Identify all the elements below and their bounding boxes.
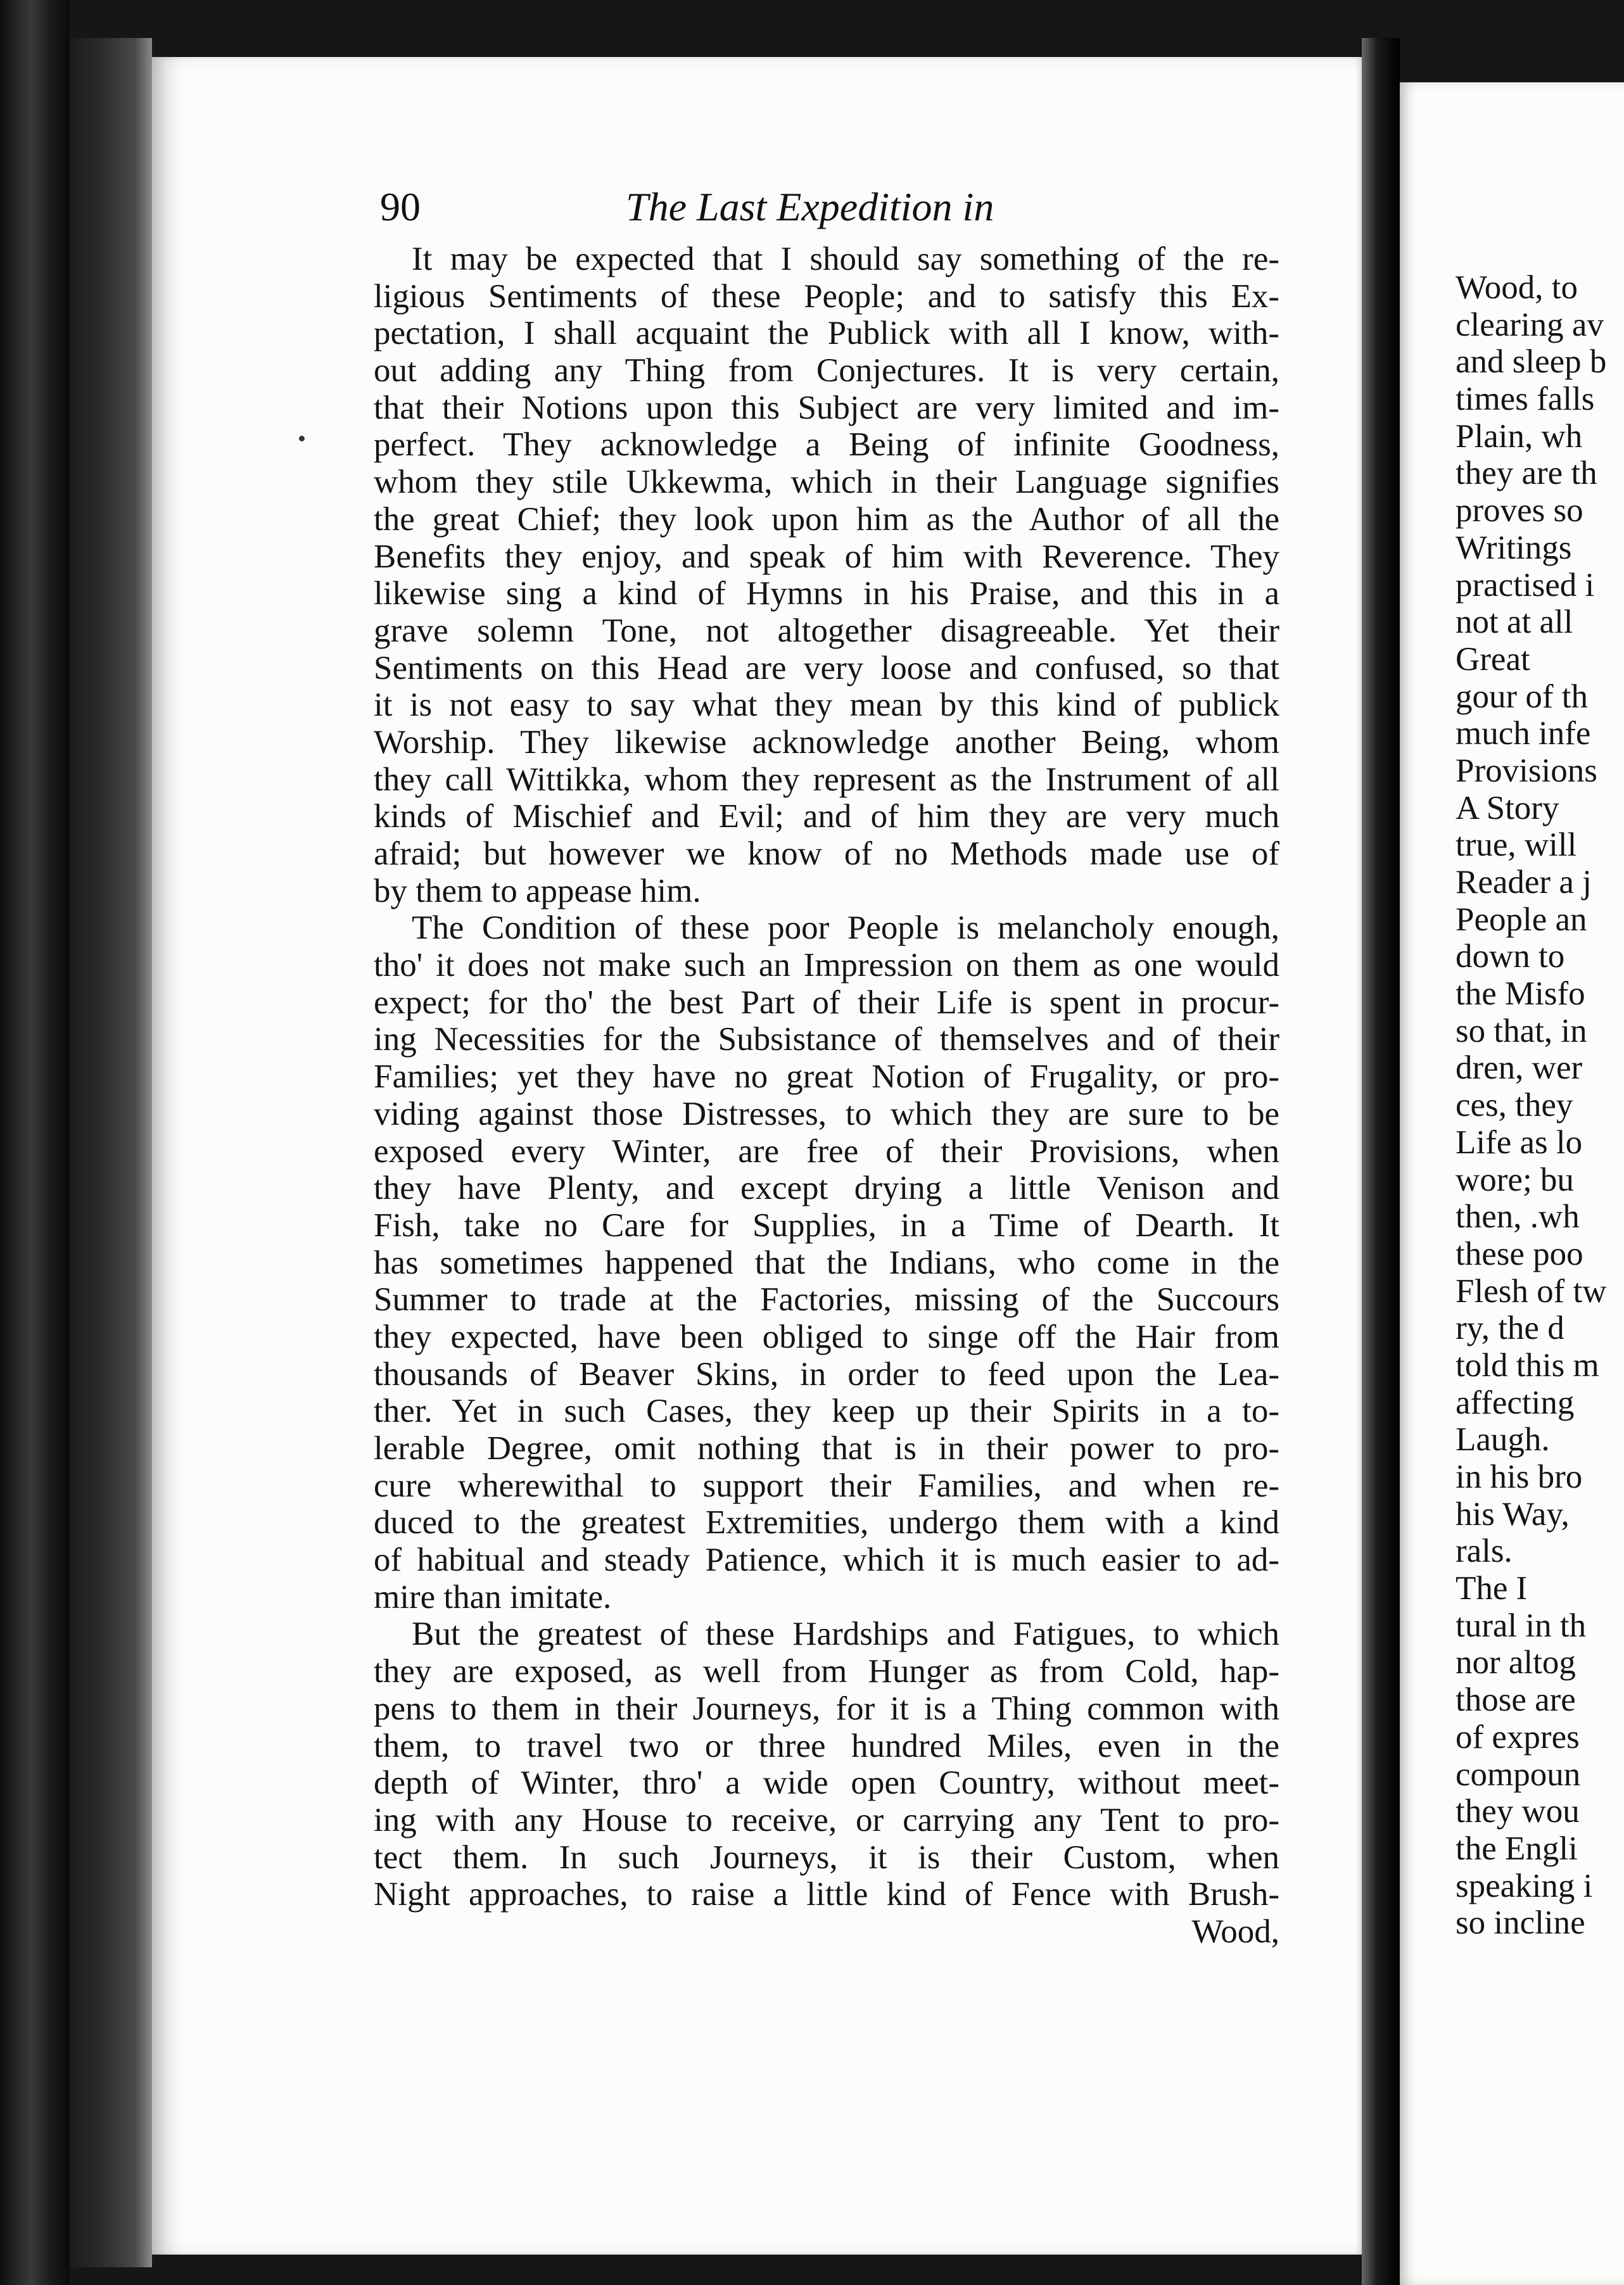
right-page-fragment: proves so <box>1456 492 1583 529</box>
right-page-fragment: affecting <box>1456 1384 1575 1421</box>
text-line: afraid; but however we know of no Methods made use of <box>374 835 1279 872</box>
text-line: lerable Degree, omit nothing that is in their power to pro- <box>374 1430 1279 1467</box>
text-line: Families; yet they have no great Notion of Frugality, or pro- <box>374 1058 1279 1096</box>
text-line: ing Necessities for the Subsistance of themselves and of their <box>374 1021 1279 1058</box>
right-page-fragment: they are th <box>1456 455 1597 492</box>
right-page-fragment: compoun <box>1456 1756 1581 1793</box>
text-line: of habitual and steady Patience, which it is much easier to ad- <box>374 1541 1279 1579</box>
right-page-fragment: so incline <box>1456 1904 1585 1942</box>
text-line: ligious Sentiments of these People; and to satisfy this Ex- <box>374 277 1279 315</box>
text-line: they expected, have been obliged to singe off the Hair from <box>374 1318 1279 1355</box>
text-line: whom they stile Ukkewma, which in their Language signifies <box>374 464 1279 501</box>
text-line: pectation, I shall acquaint the Publick with all I know, with- <box>374 315 1279 352</box>
right-page-fragment: Laugh. <box>1456 1421 1550 1459</box>
text-line: But the greatest of these Hardships and Fatigues, to which <box>412 1616 1279 1653</box>
text-line: cure wherewithal to support their Families, and when re- <box>374 1467 1279 1504</box>
book-binding-left <box>0 0 70 2285</box>
text-line: grave solemn Tone, not altogether disagreeable. Yet their <box>374 612 1279 649</box>
right-page-fragment: much infe <box>1456 715 1591 752</box>
right-page-fragment: not at all <box>1456 604 1573 641</box>
right-page-fragment: Writings <box>1456 529 1572 566</box>
text-line: duced to the greatest Extremities, undergo them with a kind <box>374 1504 1279 1541</box>
right-page-text <box>1456 269 1624 1942</box>
page-number: 90 <box>380 184 421 229</box>
right-page-fragment: Life as lo <box>1456 1124 1583 1161</box>
running-title: The Last Expedition in <box>626 184 994 229</box>
text-line: It may be expected that I should say something of the re- <box>412 241 1279 277</box>
text-line: it is not easy to say what they mean by this kind of publick <box>374 687 1279 724</box>
running-head <box>380 184 1330 234</box>
right-page-fragment: Flesh of tw <box>1456 1272 1607 1310</box>
right-page-fragment: so that, in <box>1456 1012 1587 1049</box>
right-page-fragment: true, will <box>1456 826 1577 864</box>
right-page-fragment: down to <box>1456 938 1565 975</box>
right-page-fragment: the Misfo <box>1456 975 1585 1013</box>
right-page-fragment: they wou <box>1456 1793 1580 1830</box>
text-line: ing with any House to receive, or carrying any Tent to pro- <box>374 1801 1279 1839</box>
text-line: likewise sing a kind of Hymns in his Praise, and this in a <box>374 575 1279 612</box>
book-page-edges <box>70 38 152 2267</box>
text-line: perfect. They acknowledge a Being of infinite Goodness, <box>374 426 1279 464</box>
text-line: Night approaches, to raise a little kind of Fence with Brush- <box>374 1876 1279 1913</box>
catchword: Wood, <box>1191 1913 1279 1950</box>
text-line: kinds of Mischief and Evil; and of him they are very much <box>374 798 1279 835</box>
text-line: Summer to trade at the Factories, missing of the Succours <box>374 1281 1279 1319</box>
text-line: Fish, take no Care for Supplies, in a Time of Dearth. It <box>374 1206 1279 1244</box>
text-line: the great Chief; they look upon him as the Author of all the <box>374 500 1279 538</box>
right-page-fragment: Reader a j <box>1456 864 1592 901</box>
right-page-fragment: then, .wh <box>1456 1198 1580 1236</box>
right-page-fragment: clearing av <box>1456 306 1604 343</box>
right-page-fragment: ry, the d <box>1456 1310 1564 1347</box>
right-page-fragment: practised i <box>1456 566 1595 604</box>
text-line: The Condition of these poor People is melancholy enough, <box>412 909 1279 947</box>
text-line: Benefits they enjoy, and speak of him with Reverence. They <box>374 538 1279 575</box>
right-page-fragment: his Way, <box>1456 1495 1570 1533</box>
right-page-fragment: times falls <box>1456 381 1595 418</box>
text-line: Worship. They likewise acknowledge another Being, whom <box>374 723 1279 761</box>
right-page-fragment: speaking i <box>1456 1867 1593 1904</box>
left-page-text <box>374 241 1279 1951</box>
right-page-fragment: and sleep b <box>1456 343 1607 381</box>
right-page-fragment: Provisions <box>1456 752 1597 789</box>
right-page-fragment: Wood, to <box>1456 269 1578 306</box>
right-page-fragment: in his bro <box>1456 1459 1583 1495</box>
text-line: tho' it does not make such an Impression on them as one would <box>374 947 1279 984</box>
text-line: they have Plenty, and except drying a little Venison and <box>374 1170 1279 1207</box>
right-page-fragment: Plain, wh <box>1456 417 1583 455</box>
right-page-fragment: Great <box>1456 640 1530 678</box>
right-page-fragment: A Story <box>1456 789 1559 826</box>
right-page-fragment: gour of th <box>1456 678 1589 715</box>
text-line: by them to appease him. <box>374 872 701 909</box>
book-gutter <box>1362 38 1400 2285</box>
text-line: Sentiments on this Head are very loose and confused, so that <box>374 649 1279 687</box>
right-page-fragment: ces, they <box>1456 1087 1573 1124</box>
right-page-fragment: The I <box>1456 1570 1528 1607</box>
text-line: has sometimes happened that the Indians, who come in the <box>374 1244 1279 1281</box>
text-line: that their Notions upon this Subject are very limited and im- <box>374 389 1279 426</box>
text-line: pens to them in their Journeys, for it is a Thing common with <box>374 1690 1279 1727</box>
right-page-fragment: rals. <box>1456 1533 1513 1570</box>
text-line: expect; for tho' the best Part of their Life is spent in procur- <box>374 984 1279 1021</box>
text-line: ther. Yet in such Cases, they keep up their Spirits in a to- <box>374 1393 1279 1430</box>
text-line: they call Wittikka, whom they represent as the Instrument of all <box>374 761 1279 798</box>
right-page-fragment: dren, wer <box>1456 1049 1583 1087</box>
text-line: they are exposed, as well from Hunger as from Cold, hap- <box>374 1653 1279 1690</box>
right-page-fragment: People an <box>1456 901 1587 938</box>
text-line: tect them. In such Journeys, it is their Custom, when <box>374 1839 1279 1876</box>
ink-speck <box>299 436 305 441</box>
right-page-fragment: nor altog <box>1456 1644 1576 1681</box>
right-page-fragment: told this m <box>1456 1346 1599 1384</box>
right-page-fragment: wore; bu <box>1456 1161 1574 1198</box>
right-page-fragment: of expres <box>1456 1718 1580 1756</box>
text-line: them, to travel two or three hundred Miles, even in the <box>374 1727 1279 1764</box>
text-line: viding against those Distresses, to which they are sure to be <box>374 1095 1279 1132</box>
text-line: exposed every Winter, are free of their Provisions, when <box>374 1132 1279 1170</box>
right-page-fragment: those are <box>1456 1681 1576 1719</box>
text-line: out adding any Thing from Conjectures. It is very certain, <box>374 352 1279 389</box>
right-page-fragment: tural in th <box>1456 1607 1587 1644</box>
right-page-fragment: these poo <box>1456 1235 1583 1272</box>
text-line: depth of Winter, thro' a wide open Country, without meet- <box>374 1764 1279 1802</box>
right-page-fragment: the Engli <box>1456 1830 1578 1867</box>
text-line: thousands of Beaver Skins, in order to feed upon the Lea- <box>374 1355 1279 1393</box>
text-line: mire than imitate. <box>374 1578 612 1616</box>
